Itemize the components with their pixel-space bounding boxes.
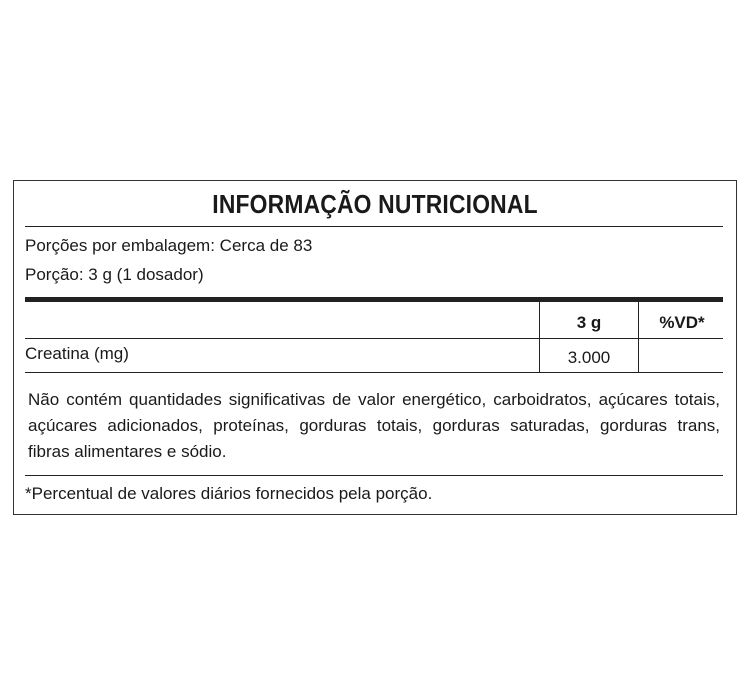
nutrient-name: Creatina (mg) bbox=[25, 344, 129, 363]
disclaimer-text: Não contém quantidades significativas de valor energético, carboidratos, açúcares totais, açúcares adicionados, proteínas, gorduras totais, gorduras saturadas, gorduras trans, fibras alimentares e sódio. bbox=[28, 390, 720, 461]
servings-per-package-value: Cerca de 83 bbox=[219, 236, 313, 255]
dv-column-header: %VD* bbox=[659, 313, 705, 332]
nutrient-amount: 3.000 bbox=[567, 348, 611, 367]
footnote-divider bbox=[25, 475, 723, 476]
title-divider bbox=[25, 226, 723, 227]
nutrition-facts-table bbox=[13, 180, 737, 515]
nutrients-bottom-divider bbox=[25, 372, 723, 373]
servings-per-package-label: Porções por embalagem: bbox=[25, 236, 215, 255]
header-row-divider bbox=[25, 338, 723, 339]
servings-per-package bbox=[25, 234, 312, 258]
serving-size: Porção: 3 g (1 dosador) bbox=[25, 265, 204, 284]
label-title: INFORMAÇÃO NUTRICIONAL bbox=[212, 189, 538, 219]
amount-column-header: 3 g bbox=[576, 313, 602, 332]
thick-divider bbox=[25, 297, 723, 302]
footnote: *Percentual de valores diários fornecidos pela porção. bbox=[25, 484, 433, 503]
